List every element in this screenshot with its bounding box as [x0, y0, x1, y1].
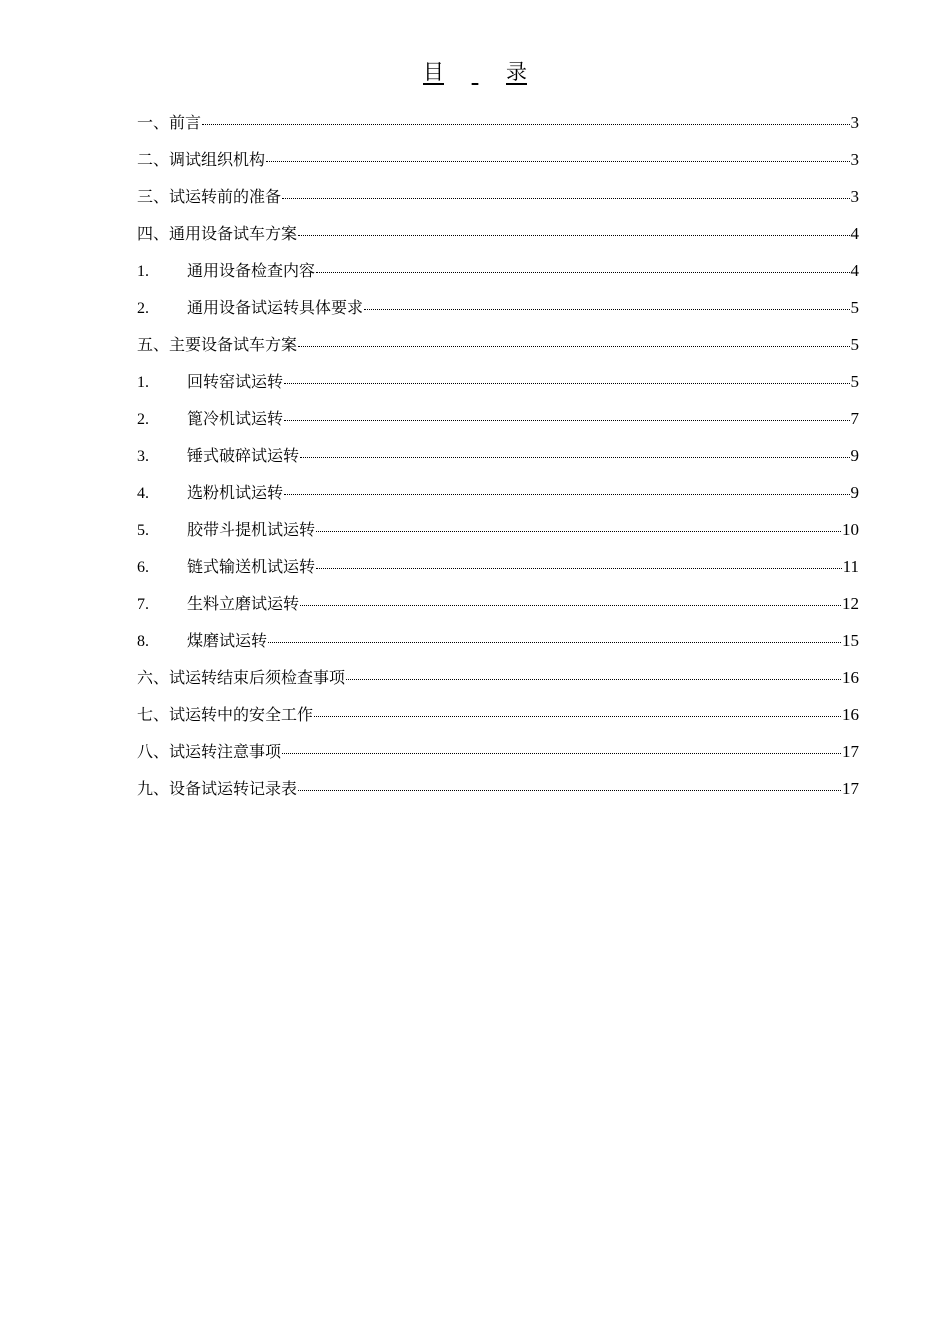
toc-entry-page-number: 9: [850, 483, 859, 502]
toc-entry-label: 试运转中的安全工作: [169, 705, 314, 724]
toc-entry-label: 通用设备试车方案: [169, 224, 298, 243]
toc-entry-label: 胶带斗提机试运转: [187, 520, 316, 539]
toc-dot-leader: [202, 108, 849, 128]
toc-entry-number: 二、: [137, 150, 170, 169]
toc-entry[interactable]: [137, 256, 859, 293]
toc-dot-leader: [284, 478, 849, 498]
toc-dot-leader: [316, 256, 849, 276]
title-left-char: 目: [423, 60, 444, 84]
title-underline: [415, 58, 535, 86]
toc-entry[interactable]: [137, 404, 859, 441]
toc-entry-label: 煤磨试运转: [187, 631, 268, 650]
title-right-char: 录: [506, 60, 527, 84]
toc-entry-label: 试运转注意事项: [169, 742, 282, 761]
toc-entry-page-number: 11: [842, 557, 859, 576]
toc-entry[interactable]: [137, 663, 859, 700]
toc-dot-leader: [284, 367, 849, 387]
toc-entry-number: 5.: [137, 522, 149, 539]
toc-entry-number: 六、: [137, 668, 170, 687]
toc-entry-label: 篦冷机试运转: [187, 409, 284, 428]
toc-entry-number: 3.: [137, 448, 149, 465]
toc-entry[interactable]: [137, 589, 859, 626]
toc-entry-page-number: 4: [850, 261, 859, 280]
toc-entry-number: 七、: [137, 705, 170, 724]
toc-entry[interactable]: [137, 145, 859, 182]
toc-entry-number: 四、: [137, 224, 170, 243]
toc-entry-number: 8.: [137, 633, 149, 650]
toc-entry-label: 试运转前的准备: [169, 187, 282, 206]
toc-entry[interactable]: [137, 330, 859, 367]
toc-entry-label: 试运转结束后须检查事项: [169, 668, 346, 687]
toc-entry-number: 五、: [137, 335, 170, 354]
toc-entry-page-number: 3: [850, 150, 859, 169]
toc-entry-page-number: 7: [850, 409, 859, 428]
toc-entry-number: 1.: [137, 374, 149, 391]
toc-dot-leader: [300, 441, 849, 461]
toc-entry-label: 回转窑试运转: [187, 372, 284, 391]
toc-entry[interactable]: [137, 626, 859, 663]
toc-dot-leader: [298, 774, 841, 794]
toc-entry-page-number: 17: [842, 779, 859, 798]
toc-entry-page-number: 4: [850, 224, 859, 243]
toc-entry[interactable]: [137, 219, 859, 256]
toc-dot-leader: [316, 515, 841, 535]
toc-dot-leader: [298, 219, 849, 239]
toc-entry-page-number: 10: [842, 520, 859, 539]
toc-entry-page-number: 5: [850, 372, 859, 391]
toc-entry-label: 前言: [169, 113, 202, 132]
toc-entry-page-number: 5: [850, 335, 859, 354]
toc-entry[interactable]: [137, 774, 859, 811]
toc-entry-label: 链式输送机试运转: [187, 557, 316, 576]
toc-entry-label: 设备试运转记录表: [169, 779, 298, 798]
toc-entry-label: 通用设备检查内容: [187, 261, 316, 280]
toc-entry-number: 4.: [137, 485, 149, 502]
toc-entry-number: 1.: [137, 263, 149, 280]
toc-entry-page-number: 12: [842, 594, 859, 613]
toc-entry-page-number: 5: [850, 298, 859, 317]
toc-entry[interactable]: [137, 515, 859, 552]
toc-dot-leader: [300, 589, 841, 609]
toc-entry[interactable]: [137, 478, 859, 515]
toc-entry[interactable]: [137, 441, 859, 478]
toc-entry-number: 一、: [137, 113, 170, 132]
toc-entry-page-number: 9: [850, 446, 859, 465]
toc-dot-leader: [364, 293, 849, 313]
toc-entry[interactable]: [137, 293, 859, 330]
toc-entry-number: 三、: [137, 187, 170, 206]
toc-entry-number: 6.: [137, 559, 149, 576]
toc-entry[interactable]: [137, 552, 859, 589]
toc-entry[interactable]: [137, 700, 859, 737]
toc-entry-label: 调试组织机构: [169, 150, 266, 169]
toc-entry-number: 2.: [137, 411, 149, 428]
toc-entry-page-number: 3: [850, 187, 859, 206]
title-gap: [444, 58, 506, 86]
toc-entry[interactable]: [137, 737, 859, 774]
toc-entry-page-number: 15: [842, 631, 859, 650]
toc-entry-page-number: 3: [850, 113, 859, 132]
toc-entry-page-number: 17: [842, 742, 859, 761]
toc-entry-label: 通用设备试运转具体要求: [187, 298, 364, 317]
toc-dot-leader: [284, 404, 849, 424]
toc-dot-leader: [268, 626, 841, 646]
toc-entry-label: 选粉机试运转: [187, 483, 284, 502]
toc-entry[interactable]: [137, 182, 859, 219]
toc-dot-leader: [316, 552, 842, 572]
toc-entry-number: 九、: [137, 779, 170, 798]
toc-dot-leader: [282, 182, 849, 202]
toc-dot-leader: [346, 663, 841, 683]
toc-entry-page-number: 16: [842, 705, 859, 724]
toc-entry[interactable]: [137, 108, 859, 145]
toc-entry-page-number: 16: [842, 668, 859, 687]
toc-entry-label: 主要设备试车方案: [169, 335, 298, 354]
toc-dot-leader: [298, 330, 849, 350]
toc-entry-number: 2.: [137, 300, 149, 317]
toc-dot-leader: [266, 145, 849, 165]
toc-entry[interactable]: [137, 367, 859, 404]
table-of-contents: [137, 108, 859, 811]
page-title: [0, 58, 950, 86]
toc-dot-leader: [314, 700, 841, 720]
toc-entry-number: 八、: [137, 742, 170, 761]
toc-dot-leader: [282, 737, 841, 757]
toc-entry-number: 7.: [137, 596, 149, 613]
toc-entry-label: 生料立磨试运转: [187, 594, 300, 613]
toc-entry-label: 锤式破碎试运转: [187, 446, 300, 465]
